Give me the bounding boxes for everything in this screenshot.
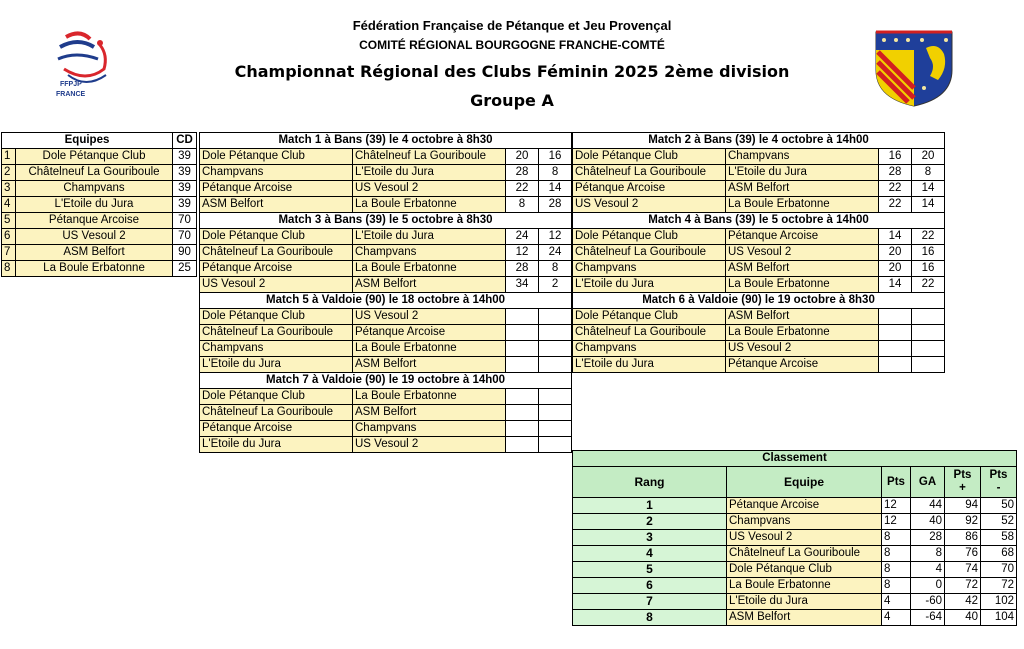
table-row [200, 245, 572, 261]
teams-header-equipes: Equipes [2, 133, 173, 149]
standing-team: Dole Pétanque Club [727, 562, 882, 578]
standing-rank: 7 [573, 594, 727, 610]
away-score: 22 [912, 277, 945, 293]
standing-pts: 8 [882, 530, 911, 546]
team-name: Châtelneuf La Gouriboule [16, 165, 173, 181]
away-score [539, 357, 572, 373]
table-row [200, 277, 572, 293]
away-score: 20 [912, 149, 945, 165]
match-title: Match 4 à Bans (39) le 5 octobre à 14h00 [573, 213, 945, 229]
away-team: La Boule Erbatonne [353, 261, 506, 277]
home-score: 22 [879, 181, 912, 197]
pts-plus-label: Pts [953, 469, 972, 481]
standing-pts: 8 [882, 562, 911, 578]
home-score [879, 357, 912, 373]
away-team: Champvans [726, 149, 879, 165]
standing-rank: 4 [573, 546, 727, 562]
match-block-3 [199, 212, 572, 293]
away-team: Châtelneuf La Gouriboule [353, 149, 506, 165]
home-team: Pétanque Arcoise [200, 261, 353, 277]
standing-ga: 44 [911, 498, 945, 514]
away-score: 14 [539, 181, 572, 197]
team-cd: 39 [173, 165, 197, 181]
standing-ga: -64 [911, 610, 945, 626]
match-title: Match 7 à Valdoie (90) le 19 octobre à 14h00 [200, 373, 572, 389]
away-score: 14 [912, 181, 945, 197]
team-number: 6 [2, 229, 16, 245]
standings-header-pts: Pts [882, 467, 911, 498]
home-score: 22 [506, 181, 539, 197]
away-score [912, 357, 945, 373]
away-score: 16 [539, 149, 572, 165]
standing-pts-plus: 94 [945, 498, 981, 514]
standings-header-rang: Rang [573, 467, 727, 498]
standings-table [572, 450, 1017, 626]
away-team: L'Etoile du Jura [353, 229, 506, 245]
team-cd: 39 [173, 149, 197, 165]
home-team: Dole Pétanque Club [573, 149, 726, 165]
away-score [539, 309, 572, 325]
standings-header-pts-plus [945, 467, 981, 498]
away-score: 12 [539, 229, 572, 245]
table-row [2, 181, 197, 197]
team-name: ASM Belfort [16, 245, 173, 261]
standing-pts-minus: 52 [981, 514, 1017, 530]
standing-pts-minus: 102 [981, 594, 1017, 610]
home-score [506, 325, 539, 341]
away-score: 14 [912, 197, 945, 213]
home-score [506, 421, 539, 437]
standing-team: Pétanque Arcoise [727, 498, 882, 514]
team-name: US Vesoul 2 [16, 229, 173, 245]
away-team: ASM Belfort [726, 309, 879, 325]
ffpjp-logo [46, 25, 126, 103]
home-score: 22 [879, 197, 912, 213]
standing-rank: 5 [573, 562, 727, 578]
table-row [573, 165, 945, 181]
away-team: US Vesoul 2 [353, 181, 506, 197]
home-team: Châtelneuf La Gouriboule [573, 245, 726, 261]
away-team: US Vesoul 2 [353, 309, 506, 325]
standing-pts: 8 [882, 546, 911, 562]
table-row [573, 530, 1017, 546]
bourgogne-crest [874, 28, 954, 108]
team-number: 1 [2, 149, 16, 165]
home-team: Dole Pétanque Club [200, 389, 353, 405]
team-cd: 70 [173, 213, 197, 229]
standings-header-pts-minus [981, 467, 1017, 498]
match-block-1 [199, 132, 572, 213]
home-team: Dole Pétanque Club [200, 309, 353, 325]
standing-pts-plus: 76 [945, 546, 981, 562]
standings-header-ga: GA [911, 467, 945, 498]
away-score [539, 421, 572, 437]
home-team: Pétanque Arcoise [573, 181, 726, 197]
home-score [506, 389, 539, 405]
home-team: ASM Belfort [200, 197, 353, 213]
team-name: Champvans [16, 181, 173, 197]
home-team: Châtelneuf La Gouriboule [200, 325, 353, 341]
team-name: La Boule Erbatonne [16, 261, 173, 277]
away-score: 16 [912, 261, 945, 277]
pts-minus-sign: - [996, 482, 1001, 494]
standing-pts-minus: 50 [981, 498, 1017, 514]
group-title: Groupe A [470, 91, 554, 110]
away-score [539, 389, 572, 405]
table-row [573, 594, 1017, 610]
away-team: Champvans [353, 245, 506, 261]
team-number: 3 [2, 181, 16, 197]
home-team: Pétanque Arcoise [200, 181, 353, 197]
home-score [506, 309, 539, 325]
away-team: La Boule Erbatonne [726, 277, 879, 293]
table-row [200, 389, 572, 405]
team-number: 5 [2, 213, 16, 229]
championship-title: Championnat Régional des Clubs Féminin 2025 2ème division [234, 62, 790, 81]
away-team: L'Etoile du Jura [726, 165, 879, 181]
table-row [200, 405, 572, 421]
away-team: La Boule Erbatonne [353, 341, 506, 357]
table-row [2, 245, 197, 261]
team-cd: 39 [173, 197, 197, 213]
standing-pts-minus: 72 [981, 578, 1017, 594]
standing-ga: 4 [911, 562, 945, 578]
logo-text-ffpjp: FFPJP [60, 81, 82, 88]
home-score [879, 309, 912, 325]
home-score [506, 405, 539, 421]
team-name: Pétanque Arcoise [16, 213, 173, 229]
standing-rank: 2 [573, 514, 727, 530]
pts-plus-sign: + [959, 482, 966, 494]
away-score [539, 437, 572, 453]
table-row [573, 261, 945, 277]
team-name: Dole Pétanque Club [16, 149, 173, 165]
pts-minus-label: Pts [989, 469, 1008, 481]
table-row [573, 245, 945, 261]
table-row [573, 610, 1017, 626]
standing-pts-plus: 72 [945, 578, 981, 594]
home-score: 28 [506, 165, 539, 181]
standing-team: Châtelneuf La Gouriboule [727, 546, 882, 562]
match-title: Match 2 à Bans (39) le 4 octobre à 14h00 [573, 133, 945, 149]
home-team: Champvans [573, 261, 726, 277]
standing-pts-minus: 58 [981, 530, 1017, 546]
home-team: Châtelneuf La Gouriboule [200, 245, 353, 261]
table-row [573, 277, 945, 293]
table-row [200, 357, 572, 373]
federation-title: Fédération Française de Pétanque et Jeu Provençal [352, 18, 672, 33]
away-team: Pétanque Arcoise [353, 325, 506, 341]
table-row [200, 261, 572, 277]
teams-table [1, 132, 197, 277]
team-cd: 90 [173, 245, 197, 261]
team-number: 7 [2, 245, 16, 261]
table-row [2, 165, 197, 181]
away-score [539, 325, 572, 341]
away-team: La Boule Erbatonne [353, 389, 506, 405]
standing-pts-plus: 42 [945, 594, 981, 610]
standing-ga: 8 [911, 546, 945, 562]
table-row [200, 181, 572, 197]
away-team: US Vesoul 2 [353, 437, 506, 453]
away-score [912, 309, 945, 325]
home-score [879, 325, 912, 341]
home-team: Champvans [573, 341, 726, 357]
table-row [573, 546, 1017, 562]
team-name: L'Etoile du Jura [16, 197, 173, 213]
home-score: 14 [879, 229, 912, 245]
standing-pts: 12 [882, 498, 911, 514]
standing-ga: 0 [911, 578, 945, 594]
away-team: La Boule Erbatonne [726, 325, 879, 341]
match-title: Match 1 à Bans (39) le 4 octobre à 8h30 [200, 133, 572, 149]
standing-team: L'Etoile du Jura [727, 594, 882, 610]
home-score: 16 [879, 149, 912, 165]
logo-text-france: FRANCE [56, 91, 86, 98]
home-score: 20 [506, 149, 539, 165]
table-row [200, 309, 572, 325]
table-row [573, 514, 1017, 530]
away-team: ASM Belfort [353, 277, 506, 293]
table-row [2, 197, 197, 213]
home-score [506, 357, 539, 373]
away-score: 8 [539, 261, 572, 277]
match-title: Match 5 à Valdoie (90) le 18 octobre à 14h00 [200, 293, 572, 309]
home-team: US Vesoul 2 [200, 277, 353, 293]
home-team: US Vesoul 2 [573, 197, 726, 213]
away-team: Pétanque Arcoise [726, 229, 879, 245]
home-team: Dole Pétanque Club [200, 229, 353, 245]
home-score [879, 341, 912, 357]
team-number: 8 [2, 261, 16, 277]
standings-body [573, 498, 1017, 626]
away-score: 2 [539, 277, 572, 293]
standing-team: Champvans [727, 514, 882, 530]
standings-header-equipe: Equipe [727, 467, 882, 498]
away-team: US Vesoul 2 [726, 245, 879, 261]
standing-team: ASM Belfort [727, 610, 882, 626]
table-row [2, 149, 197, 165]
table-row [200, 229, 572, 245]
table-row [573, 197, 945, 213]
table-row [573, 578, 1017, 594]
home-team: Dole Pétanque Club [200, 149, 353, 165]
away-score: 16 [912, 245, 945, 261]
standing-team: La Boule Erbatonne [727, 578, 882, 594]
standing-rank: 6 [573, 578, 727, 594]
standing-pts-minus: 68 [981, 546, 1017, 562]
away-score [539, 341, 572, 357]
table-row [573, 181, 945, 197]
match-block-6 [572, 292, 945, 373]
away-team: Champvans [353, 421, 506, 437]
standing-ga: 40 [911, 514, 945, 530]
away-team: ASM Belfort [726, 181, 879, 197]
home-team: Champvans [200, 341, 353, 357]
teams-header-cd: CD [173, 133, 197, 149]
home-score: 28 [879, 165, 912, 181]
away-team: Pétanque Arcoise [726, 357, 879, 373]
away-score: 24 [539, 245, 572, 261]
standing-rank: 8 [573, 610, 727, 626]
table-row [2, 229, 197, 245]
home-score: 12 [506, 245, 539, 261]
table-row [200, 437, 572, 453]
home-team: L'Etoile du Jura [573, 357, 726, 373]
match-title: Match 3 à Bans (39) le 5 octobre à 8h30 [200, 213, 572, 229]
standing-ga: -60 [911, 594, 945, 610]
home-score: 14 [879, 277, 912, 293]
standing-pts: 8 [882, 578, 911, 594]
table-row [2, 213, 197, 229]
home-team: Châtelneuf La Gouriboule [573, 325, 726, 341]
standing-rank: 1 [573, 498, 727, 514]
home-team: Pétanque Arcoise [200, 421, 353, 437]
home-score: 24 [506, 229, 539, 245]
table-row [200, 165, 572, 181]
home-score: 28 [506, 261, 539, 277]
table-row [573, 309, 945, 325]
table-row [573, 325, 945, 341]
match-block-5 [199, 292, 572, 373]
table-row [200, 341, 572, 357]
standing-pts-plus: 92 [945, 514, 981, 530]
home-team: L'Etoile du Jura [573, 277, 726, 293]
home-team: Châtelneuf La Gouriboule [573, 165, 726, 181]
away-score [912, 341, 945, 357]
away-team: US Vesoul 2 [726, 341, 879, 357]
home-score: 20 [879, 245, 912, 261]
away-score: 8 [539, 165, 572, 181]
away-score: 22 [912, 229, 945, 245]
away-team: ASM Belfort [353, 405, 506, 421]
home-team: Dole Pétanque Club [573, 309, 726, 325]
table-row [200, 197, 572, 213]
away-score [539, 405, 572, 421]
away-team: L'Etoile du Jura [353, 165, 506, 181]
home-team: L'Etoile du Jura [200, 357, 353, 373]
table-row [200, 325, 572, 341]
away-team: ASM Belfort [726, 261, 879, 277]
standing-pts-minus: 70 [981, 562, 1017, 578]
home-team: L'Etoile du Jura [200, 437, 353, 453]
table-row [573, 229, 945, 245]
home-score: 34 [506, 277, 539, 293]
table-row [573, 341, 945, 357]
match-title: Match 6 à Valdoie (90) le 19 octobre à 8h30 [573, 293, 945, 309]
standing-rank: 3 [573, 530, 727, 546]
committee-title: COMITÉ RÉGIONAL BOURGOGNE FRANCHE-COMTÉ [359, 38, 665, 52]
team-number: 2 [2, 165, 16, 181]
home-team: Châtelneuf La Gouriboule [200, 405, 353, 421]
team-cd: 70 [173, 229, 197, 245]
table-row [200, 421, 572, 437]
team-number: 4 [2, 197, 16, 213]
home-score: 8 [506, 197, 539, 213]
standing-pts-plus: 86 [945, 530, 981, 546]
table-row [573, 149, 945, 165]
standing-pts-plus: 40 [945, 610, 981, 626]
table-row [2, 261, 197, 277]
standing-pts-minus: 104 [981, 610, 1017, 626]
standing-pts: 12 [882, 514, 911, 530]
team-cd: 25 [173, 261, 197, 277]
home-score: 20 [879, 261, 912, 277]
away-team: ASM Belfort [353, 357, 506, 373]
home-score [506, 341, 539, 357]
standing-team: US Vesoul 2 [727, 530, 882, 546]
team-cd: 39 [173, 181, 197, 197]
home-team: Champvans [200, 165, 353, 181]
match-block-2 [572, 132, 945, 213]
match-block-4 [572, 212, 945, 293]
table-row [573, 498, 1017, 514]
table-row [573, 562, 1017, 578]
table-row [200, 149, 572, 165]
away-score [912, 325, 945, 341]
standing-pts: 4 [882, 594, 911, 610]
home-team: Dole Pétanque Club [573, 229, 726, 245]
standing-pts-plus: 74 [945, 562, 981, 578]
away-score: 28 [539, 197, 572, 213]
coat-of-arms-icon [874, 28, 954, 108]
home-score [506, 437, 539, 453]
standings-title: Classement [573, 451, 1017, 467]
match-block-7 [199, 372, 572, 453]
away-score: 8 [912, 165, 945, 181]
table-row [573, 357, 945, 373]
away-team: La Boule Erbatonne [353, 197, 506, 213]
standing-ga: 28 [911, 530, 945, 546]
away-team: La Boule Erbatonne [726, 197, 879, 213]
standing-pts: 4 [882, 610, 911, 626]
